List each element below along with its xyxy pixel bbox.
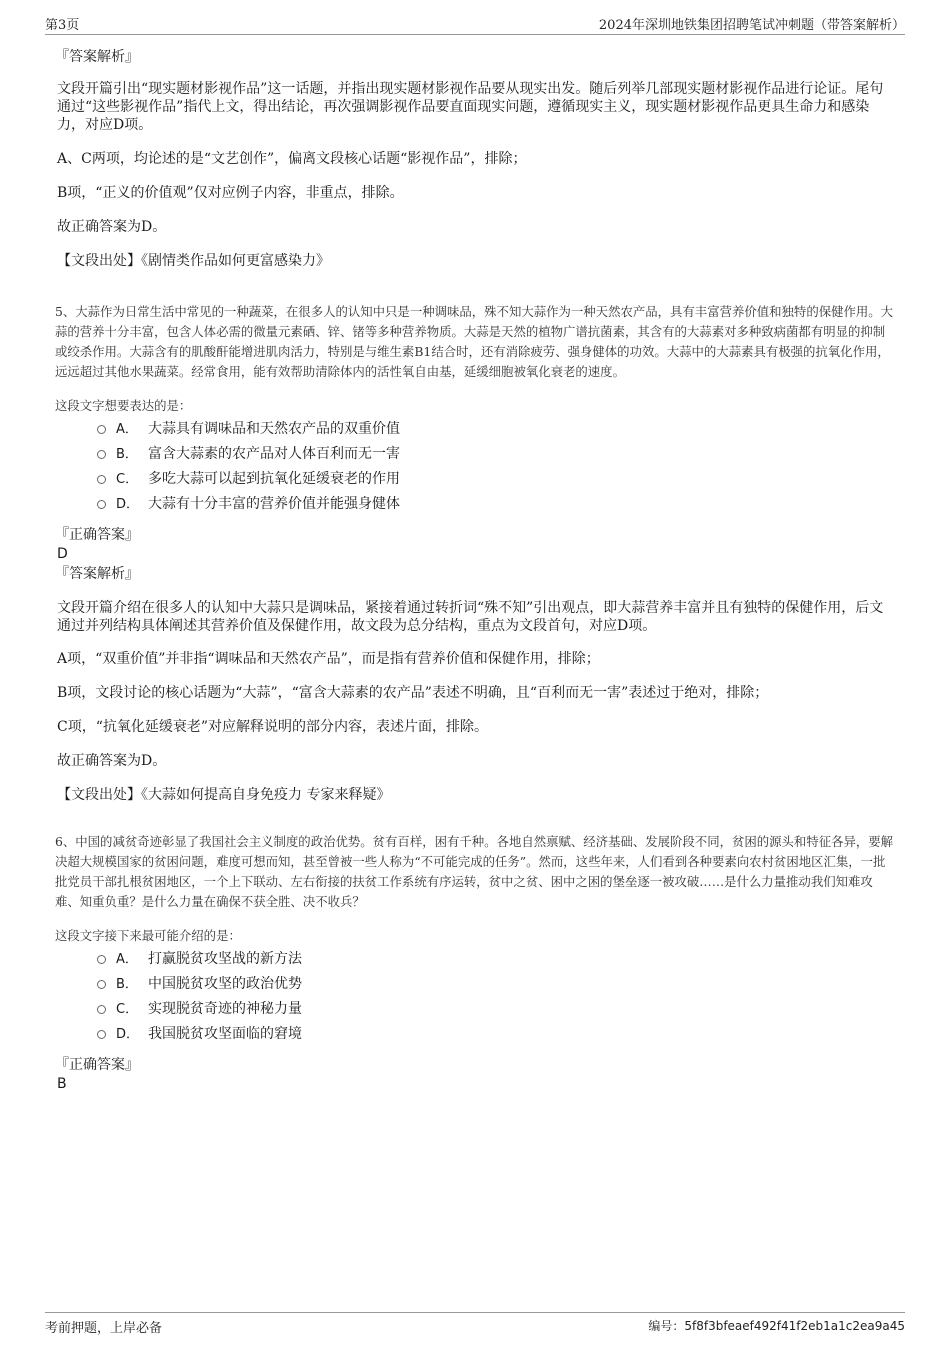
analysis-conclusion: 故正确答案为D。 (57, 219, 167, 235)
answer-label: 『正确答案』 (55, 527, 139, 543)
document-title: 2024年深圳地铁集团招聘笔试冲刺题（带答案解析） (598, 18, 905, 33)
option-b[interactable]: B． 中国脱贫攻坚的政治优势 (97, 972, 302, 997)
radio-icon[interactable] (97, 1030, 106, 1039)
radio-icon[interactable] (97, 425, 106, 434)
footer-slogan: 考前押题，上岸必备 (45, 1321, 163, 1336)
radio-icon[interactable] (97, 955, 106, 964)
question-5-text: 5、大蒜作为日常生活中常见的一种蔬菜，在很多人的认知中只是一种调味品，殊不知大蒜作为一种天然农产品，具有丰富营养价值和独特的保健作用。大蒜的营养十分丰富，包含人体必需的微量元素硒、锌、锗等多种营养物质。大蒜是天然的植物广谱抗菌素，其含有的大蒜素对多种致病菌都有明显的抑制或绞杀作用。大蒜含有的肌酸酐能增进肌肉活力，特别是与维生素B1结合时，还有消除疲劳、强身健体的功效。大蒜中的大蒜素具有极强的抗氧化作用，远远超过其他水果蔬菜。经常食用，能有效帮助清除体内的活性氧自由基，延缓细胞被氧化衰老的速度。 (55, 304, 894, 380)
option-a[interactable]: A． 打赢脱贫攻坚战的新方法 (97, 947, 302, 972)
page-header (45, 14, 905, 35)
page-footer (45, 1312, 905, 1335)
source-reference: 【文段出处】《大蒜如何提高自身免疫力 专家来释疑》 (57, 787, 391, 803)
correct-answer: D (57, 546, 68, 562)
correct-answer: B (57, 1076, 67, 1092)
radio-icon[interactable] (97, 450, 106, 459)
option-d[interactable]: D． 大蒜有十分丰富的营养价值并能强身健体 (97, 492, 400, 517)
radio-icon[interactable] (97, 475, 106, 484)
option-b[interactable]: B． 富含大蒜素的农产品对人体百利而无一害 (97, 442, 400, 467)
analysis-text: 文段开篇引出“现实题材影视作品”这一话题，并指出现实题材影视作品要从现实出发。随后列举几部现实题材影视作品进行论证。尾句通过“这些影视作品”指代上文，得出结论，再次强调影视作品要直面现实问题，遵循现实主义，现实题材影视作品更具生命力和感染力，对应D项。 (57, 81, 884, 133)
option-c[interactable]: C． 多吃大蒜可以起到抗氧化延缓衰老的作用 (97, 467, 400, 492)
analysis-text: 文段开篇介绍在很多人的认知中大蒜只是调味品，紧接着通过转折词“殊不知”引出观点，即大蒜营养丰富并且有独特的保健作用，后文通过并列结构具体阐述其营养价值及保健作用，故文段为总分结构，重点为文段首句，对应D项。 (57, 600, 884, 634)
option-d[interactable]: D． 我国脱贫攻坚面临的窘境 (97, 1022, 302, 1047)
analysis-label: 『答案解析』 (55, 566, 139, 582)
document-code: 编号：5f8f3bfeaef492f41f2eb1a1c2ea9a45 (648, 1319, 905, 1333)
analysis-option-c: C项，“抗氧化延缓衰老”对应解释说明的部分内容，表述片面，排除。 (57, 719, 489, 735)
radio-icon[interactable] (97, 1005, 106, 1014)
option-a[interactable]: A． 大蒜具有调味品和天然农产品的双重价值 (97, 417, 400, 442)
analysis-option-b: B项，文段讨论的核心话题为“大蒜”，“富含大蒜素的农产品”表述不明确，且“百利而无一害”表述过于绝对，排除； (57, 685, 769, 701)
question-6-prompt: 这段文字接下来最可能介绍的是： (55, 928, 241, 944)
question-5-options (97, 417, 400, 517)
analysis-option-a: A项，“双重价值”并非指“调味品和天然农产品”，而是指有营养价值和保健作用，排除； (57, 651, 600, 667)
analysis-option-b: B项，“正义的价值观”仅对应例子内容，非重点，排除。 (57, 185, 404, 201)
analysis-label: 『答案解析』 (55, 49, 139, 65)
page-number: 第3页 (45, 18, 80, 33)
question-6-options (97, 947, 302, 1047)
question-6-text: 6、中国的减贫奇迹彰显了我国社会主义制度的政治优势。贫有百样，困有千种。各地自然禀赋、经济基础、发展阶段不同，贫困的源头和特征各异，要解决超大规模国家的贫困问题，难度可想而知，甚至曾被一些人称为“不可能完成的任务”。然而，这些年来，人们看到各种要素向农村贫困地区汇集，一批批党员干部扎根贫困地区，一个上下联动、左右衔接的扶贫工作系统有序运转，贫中之贫、困中之困的堡垒逐一被攻破……是什么力量推动我们知难攻难、知重负重？是什么力量在确保不获全胜、决不收兵？ (55, 834, 894, 910)
source-reference: 【文段出处】《剧情类作品如何更富感染力》 (57, 253, 330, 269)
radio-icon[interactable] (97, 500, 106, 509)
analysis-conclusion: 故正确答案为D。 (57, 753, 167, 769)
question-5-prompt: 这段文字想要表达的是： (55, 398, 192, 414)
radio-icon[interactable] (97, 980, 106, 989)
analysis-option-ac: A、C两项，均论述的是“文艺创作”，偏离文段核心话题“影视作品”，排除； (57, 151, 527, 167)
option-c[interactable]: C． 实现脱贫奇迹的神秘力量 (97, 997, 302, 1022)
answer-label: 『正确答案』 (55, 1057, 139, 1073)
